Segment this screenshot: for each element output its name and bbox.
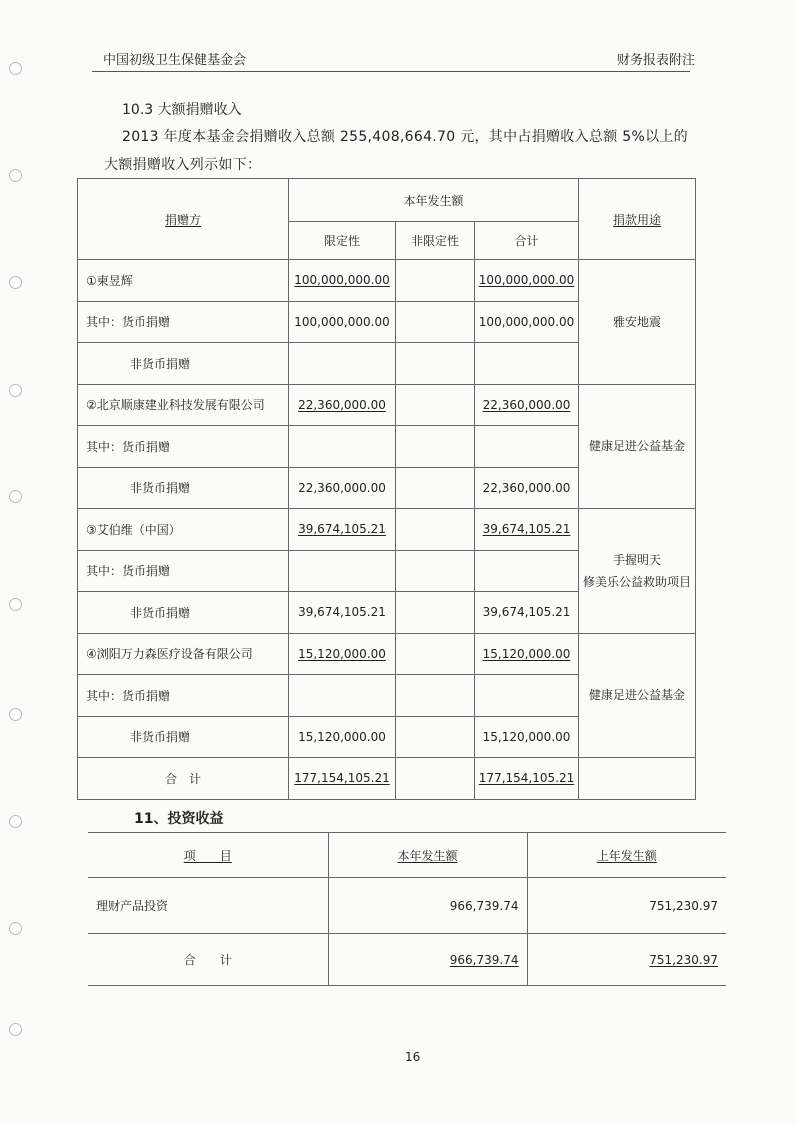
column-header-use: 捐款用途: [579, 179, 696, 260]
row-label: 非货币捐赠: [78, 343, 289, 385]
donor-row: [78, 633, 696, 675]
donor-row: [78, 260, 696, 302]
paragraph-line: 大额捐赠收入列示如下：: [104, 157, 262, 173]
column-header-prior-year: 上年发生额: [527, 833, 726, 878]
unrestricted-amount: [396, 509, 475, 551]
section-heading: 11、投资收益: [134, 811, 224, 827]
binder-hole: [9, 62, 22, 75]
unrestricted-amount: [396, 343, 475, 385]
binder-hole: [9, 169, 22, 182]
unrestricted-amount: [396, 592, 475, 634]
restricted-amount: [289, 343, 396, 385]
header-org: 中国初级卫生保健基金会: [103, 53, 247, 68]
unrestricted-amount: [396, 384, 475, 426]
sum-row: [88, 934, 726, 986]
section-heading: 10.3 大额捐赠收入: [122, 102, 242, 118]
unrestricted-amount: [396, 550, 475, 592]
donation-use: 健康足进公益基金: [579, 384, 696, 509]
restricted-amount: [289, 675, 396, 717]
total-amount: 100,000,000.00: [475, 260, 579, 302]
row-label: 其中：货币捐赠: [78, 675, 289, 717]
column-header-unrestricted: 非限定性: [396, 222, 475, 260]
restricted-amount: 100,000,000.00: [289, 301, 396, 343]
donor-row: [78, 384, 696, 426]
unrestricted-amount: [396, 675, 475, 717]
total-amount: 39,674,105.21: [475, 592, 579, 634]
row-label: 非货币捐赠: [78, 716, 289, 758]
sum-row: [78, 758, 696, 800]
binder-hole: [9, 1023, 22, 1036]
restricted-amount: [289, 426, 396, 468]
table-row: [88, 878, 726, 934]
total-amount: 100,000,000.00: [475, 301, 579, 343]
binder-hole: [9, 384, 22, 397]
sum-current: 966,739.74: [328, 934, 527, 986]
header-divider: [92, 71, 690, 72]
unrestricted-amount: [396, 716, 475, 758]
unrestricted-amount: [396, 260, 475, 302]
donor-name: ①柬昱辉: [78, 260, 289, 302]
binder-hole: [9, 276, 22, 289]
donor-name: ②北京顺康建业科技发展有限公司: [78, 384, 289, 426]
donation-use: 手握明天 修美乐公益救助项目: [579, 509, 696, 634]
column-header-total: 合计: [475, 222, 579, 260]
restricted-amount: [289, 550, 396, 592]
unrestricted-amount: [396, 426, 475, 468]
total-amount: 22,360,000.00: [475, 384, 579, 426]
row-label: 非货币捐赠: [78, 467, 289, 509]
donor-name: ④浏阳万力森医疗设备有限公司: [78, 633, 289, 675]
restricted-amount: 15,120,000.00: [289, 633, 396, 675]
total-amount: [475, 550, 579, 592]
donation-use: 健康足进公益基金: [579, 633, 696, 758]
item-label: 理财产品投资: [88, 878, 328, 934]
restricted-amount: 100,000,000.00: [289, 260, 396, 302]
paragraph-line: 2013 年度本基金会捐赠收入总额 255,408,664.70 元，其中占捐赠收入总额 5%以上的: [122, 129, 688, 145]
sum-total: 177,154,105.21: [475, 758, 579, 800]
restricted-amount: 39,674,105.21: [289, 509, 396, 551]
total-amount: 39,674,105.21: [475, 509, 579, 551]
investment-income-table: [88, 832, 726, 986]
binder-hole: [9, 922, 22, 935]
sum-unrestricted: [396, 758, 475, 800]
unrestricted-amount: [396, 467, 475, 509]
donation-table: [77, 178, 696, 800]
restricted-amount: 22,360,000.00: [289, 467, 396, 509]
total-amount: 22,360,000.00: [475, 467, 579, 509]
restricted-amount: 39,674,105.21: [289, 592, 396, 634]
donor-name: ③艾伯维（中国）: [78, 509, 289, 551]
restricted-amount: 22,360,000.00: [289, 384, 396, 426]
total-amount: [475, 343, 579, 385]
column-header-current-year: 本年发生额: [289, 179, 579, 222]
total-amount: 15,120,000.00: [475, 716, 579, 758]
binder-hole: [9, 815, 22, 828]
binder-hole: [9, 490, 22, 503]
column-header-item: 项 目: [88, 833, 328, 878]
sum-prior: 751,230.97: [527, 934, 726, 986]
page-number: 16: [405, 1050, 421, 1064]
sum-label: 合 计: [88, 934, 328, 986]
row-label: 其中：货币捐赠: [78, 550, 289, 592]
donor-row: [78, 509, 696, 551]
restricted-amount: 15,120,000.00: [289, 716, 396, 758]
total-amount: 15,120,000.00: [475, 633, 579, 675]
sum-label: 合 计: [78, 758, 289, 800]
donation-use: 雅安地震: [579, 260, 696, 385]
total-amount: [475, 675, 579, 717]
sum-restricted: 177,154,105.21: [289, 758, 396, 800]
unrestricted-amount: [396, 301, 475, 343]
binder-hole: [9, 708, 22, 721]
column-header-current-year: 本年发生额: [328, 833, 527, 878]
sum-use: [579, 758, 696, 800]
binder-hole: [9, 598, 22, 611]
row-label: 非货币捐赠: [78, 592, 289, 634]
current-amount: 966,739.74: [328, 878, 527, 934]
prior-amount: 751,230.97: [527, 878, 726, 934]
row-label: 其中：货币捐赠: [78, 426, 289, 468]
header-doc-title: 财务报表附注: [617, 53, 696, 68]
total-amount: [475, 426, 579, 468]
column-header-restricted: 限定性: [289, 222, 396, 260]
unrestricted-amount: [396, 633, 475, 675]
row-label: 其中：货币捐赠: [78, 301, 289, 343]
column-header-donor: 捐赠方: [78, 179, 289, 260]
